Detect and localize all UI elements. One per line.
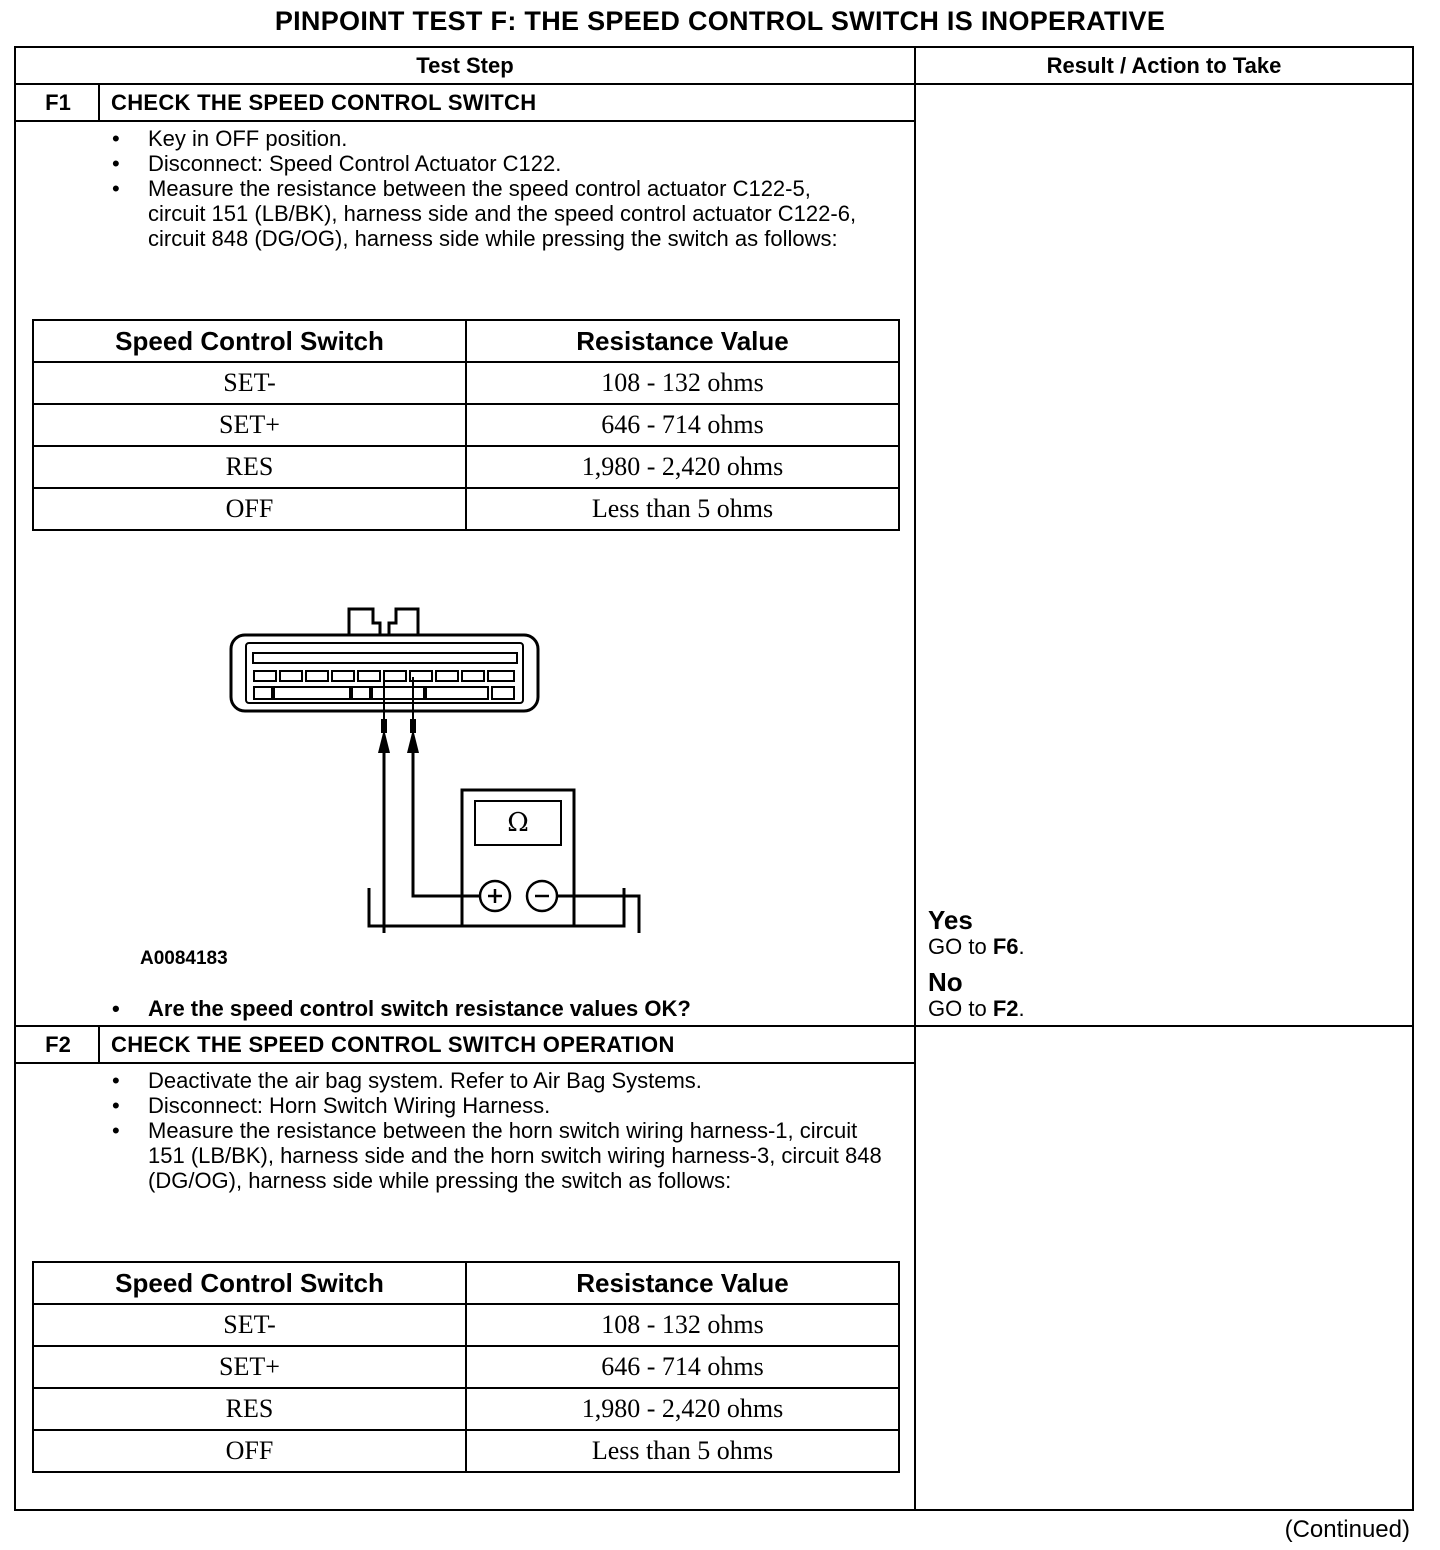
table-row [33, 446, 899, 488]
cell-value: 1,980 - 2,420 ohms [466, 1388, 899, 1430]
result-no-action: GO to F2. [928, 996, 1025, 1021]
cell-value: 108 - 132 ohms [466, 1304, 899, 1346]
table-row [33, 404, 899, 446]
cell-switch: RES [33, 1388, 466, 1430]
table-row [33, 1304, 899, 1346]
f1-resistance-table [32, 319, 900, 531]
continued-note: (Continued) [1284, 1516, 1410, 1543]
header-test-step: Test Step [416, 53, 514, 78]
cell-switch: RES [33, 446, 466, 488]
column-divider [914, 48, 916, 1509]
cell-switch: SET+ [33, 404, 466, 446]
cell-value: Less than 5 ohms [466, 1430, 899, 1472]
result-yes-target[interactable]: F6 [992, 934, 1019, 959]
cell-switch: OFF [33, 488, 466, 530]
meter-return-lead [366, 888, 636, 938]
list-item: • Measure the resistance between the horn switch wiring harness-1, circuit 151 (LB/BK), harness side and the horn switch wiring harness-3, circuit 848 (DG/OG), harness side while pressing the switch as follows: [112, 1118, 882, 1193]
step-title-f1: CHECK THE SPEED CONTROL SWITCH [111, 90, 537, 115]
cell-value: 108 - 132 ohms [466, 362, 899, 404]
cell-switch: SET+ [33, 1346, 466, 1388]
cell-value: 646 - 714 ohms [466, 404, 899, 446]
cell-switch: OFF [33, 1430, 466, 1472]
result-yes-label: Yes [928, 905, 973, 935]
list-item: • Disconnect: Horn Switch Wiring Harness. [112, 1093, 882, 1118]
table-row [33, 1388, 899, 1430]
page-title: PINPOINT TEST F: THE SPEED CONTROL SWITCH IS INOPERATIVE [274, 6, 1166, 36]
connector-meter-diagram [216, 593, 656, 933]
table-row [33, 488, 899, 530]
step-id-f2: F2 [45, 1032, 71, 1057]
figure-id: A0084183 [140, 948, 228, 969]
header-result: Result / Action to Take [1046, 53, 1282, 78]
table-row [33, 1346, 899, 1388]
f1-question [112, 996, 902, 1021]
cell-value: 1,980 - 2,420 ohms [466, 446, 899, 488]
col-header-resistance: Resistance Value [466, 1262, 899, 1304]
cell-switch: SET- [33, 1304, 466, 1346]
meter-symbol: Ω [507, 808, 529, 838]
result-no-prefix: GO to [928, 996, 987, 1021]
col-header-resistance: Resistance Value [466, 320, 899, 362]
list-item: • Are the speed control switch resistance values OK? [112, 996, 902, 1021]
col-header-switch: Speed Control Switch [33, 320, 466, 362]
result-no-target[interactable]: F2 [992, 996, 1019, 1021]
step-id-f1: F1 [45, 90, 71, 115]
table-row [33, 362, 899, 404]
result-no-label: No [928, 967, 963, 997]
f2-resistance-table [32, 1261, 900, 1473]
f1-result [928, 906, 1388, 1022]
list-item: • Deactivate the air bag system. Refer to Air Bag Systems. [112, 1068, 882, 1093]
list-item: • Disconnect: Speed Control Actuator C122. [112, 151, 872, 176]
f1-instructions [112, 126, 872, 251]
result-yes-prefix: GO to [928, 934, 987, 959]
cell-value: Less than 5 ohms [466, 488, 899, 530]
list-item: • Key in OFF position. [112, 126, 872, 151]
list-item: • Measure the resistance between the speed control actuator C122-5, circuit 151 (LB/BK), harness side and the speed control actuator C122-6, circuit 848 (DG/OG), harness side while pressing the switch as follows: [112, 176, 872, 251]
step-title-f2: CHECK THE SPEED CONTROL SWITCH OPERATION [111, 1032, 675, 1057]
result-yes-action: GO to F6. [928, 934, 1025, 959]
col-header-switch: Speed Control Switch [33, 1262, 466, 1304]
f2-instructions [112, 1068, 882, 1193]
cell-switch: SET- [33, 362, 466, 404]
cell-value: 646 - 714 ohms [466, 1346, 899, 1388]
pinpoint-test-table [14, 46, 1414, 1511]
table-row [33, 1430, 899, 1472]
